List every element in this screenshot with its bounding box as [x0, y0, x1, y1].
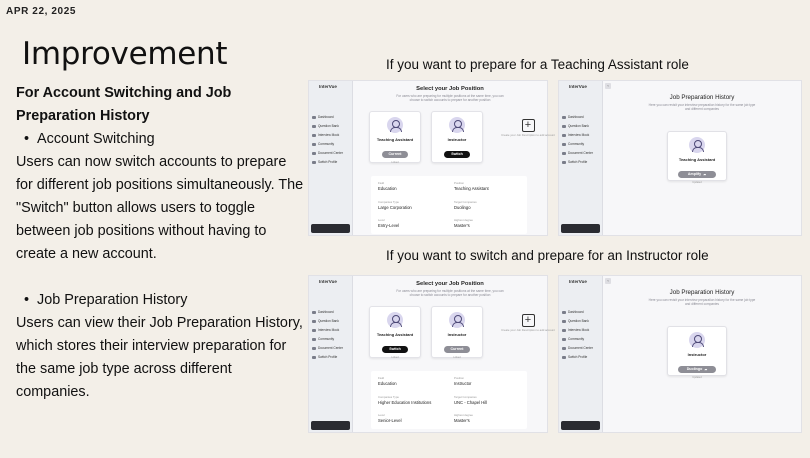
switch-profile-icon — [562, 161, 566, 164]
slide-title: Improvement — [22, 36, 228, 72]
caption-instructor: If you want to switch and prepare for an Instructor role — [386, 248, 709, 263]
dashboard-icon — [562, 311, 566, 314]
question-bank-icon — [562, 320, 566, 323]
document-icon — [562, 347, 566, 350]
value-position: Teaching Assistant — [454, 186, 489, 191]
screenshot-select-position-ta — [308, 80, 555, 236]
job-card-teaching-assistant[interactable] — [369, 111, 421, 163]
nav-item-interview-mock[interactable]: Interview Mock — [559, 131, 602, 140]
interview-mock-icon — [562, 134, 566, 137]
value-level: Entry-Level — [378, 223, 400, 228]
bullet-job-preparation-history — [16, 289, 304, 312]
avatar — [689, 137, 705, 153]
user-profile-footer[interactable] — [561, 224, 600, 233]
card-note: Linked — [391, 161, 399, 164]
label-degree: Highest degree — [454, 218, 473, 222]
dashboard-icon — [312, 311, 316, 314]
value-company-type: Higher Education Institutions — [378, 400, 432, 405]
job-info-panel — [371, 371, 527, 429]
dashboard-icon — [562, 116, 566, 119]
label-company-type: Companies Type — [378, 395, 399, 399]
switch-profile-icon — [312, 161, 316, 164]
select-desc: For users who are preparing for multiple positions at the same time, you can choose to switch accounts to prepare for another position — [396, 94, 504, 102]
app-sidebar — [559, 81, 603, 235]
job-info-panel — [371, 176, 527, 234]
label-level: Level — [378, 413, 385, 417]
nav-item-document-center[interactable]: Document Center — [309, 149, 352, 158]
nav-item-switch-profile[interactable]: Switch Profile — [309, 158, 352, 167]
user-profile-footer[interactable] — [311, 421, 350, 430]
value-degree: Master's — [454, 418, 470, 423]
document-icon — [312, 152, 316, 155]
avatar — [449, 312, 465, 328]
cloud-icon: ☁ — [704, 367, 708, 371]
nav-item-question-bank[interactable]: Question Bank — [559, 317, 602, 326]
paragraph-job-preparation-history: Users can view their Job Preparation History, which stores their interview preparation for the same job type across different companies. — [16, 315, 303, 400]
community-icon — [562, 143, 566, 146]
paragraph-account-switching: Users can now switch accounts to prepare for different job positions simultaneously. The "Switch" button allows users to toggle between job positions without having to create a new account. — [16, 154, 304, 262]
label-level: Level — [378, 218, 385, 222]
history-desc: Here you can revisit your interview preparation history for the same job type and different companies — [648, 298, 756, 306]
nav-item-document-center[interactable]: Document Center — [559, 149, 602, 158]
select-title: Select your Job Position — [416, 281, 484, 287]
plus-icon[interactable]: + — [522, 119, 535, 132]
history-card[interactable] — [667, 131, 727, 184]
nav-item-question-bank[interactable]: Question Bank — [309, 317, 352, 326]
nav-item-community[interactable]: Community — [559, 140, 602, 149]
cloud-icon: ☁ — [703, 172, 707, 176]
history-company-pill[interactable]: Amplify ☁ — [678, 171, 716, 178]
card-note: Linked — [391, 356, 399, 359]
question-bank-icon — [312, 320, 316, 323]
nav-item-dashboard[interactable]: Dashboard — [559, 113, 602, 122]
label-target-companies: Target Companies — [454, 200, 477, 204]
current-button: Current — [382, 151, 408, 158]
nav-item-switch-profile[interactable]: Switch Profile — [309, 353, 352, 362]
job-card-instructor[interactable] — [431, 111, 483, 163]
screenshot-history-ta — [558, 80, 802, 236]
slide-date: APR 22, 2025 — [6, 6, 77, 17]
label-target-companies: Target Companies — [454, 395, 477, 399]
switch-profile-icon — [312, 356, 316, 359]
nav-item-switch-profile[interactable]: Switch Profile — [559, 158, 602, 167]
add-account[interactable] — [493, 314, 563, 333]
question-bank-icon — [562, 125, 566, 128]
app-sidebar — [309, 276, 353, 432]
label-field: Field — [378, 376, 385, 380]
community-icon — [312, 338, 316, 341]
app-logo: InterVue — [319, 279, 337, 284]
nav-item-community[interactable]: Community — [309, 335, 352, 344]
nav-item-community[interactable]: Community — [309, 140, 352, 149]
history-role: Instructor — [687, 352, 707, 357]
job-card-label: Instructor — [447, 137, 467, 142]
job-card-label: Instructor — [447, 332, 467, 337]
avatar — [387, 117, 403, 133]
document-icon — [562, 152, 566, 155]
slide-subtitle: For Account Switching and Job Preparation History — [16, 85, 232, 124]
value-target-companies: UNC - Chapel Hill — [454, 400, 488, 405]
dashboard-icon — [312, 116, 316, 119]
label-field: Field — [378, 181, 385, 185]
interview-mock-icon — [312, 329, 316, 332]
nav-item-dashboard[interactable]: Dashboard — [559, 308, 602, 317]
card-note: Linked — [453, 356, 461, 359]
add-account-desc: Create your Job Description to add account — [501, 133, 555, 137]
value-position: Instructor — [454, 381, 472, 386]
nav-item-interview-mock[interactable]: Interview Mock — [309, 131, 352, 140]
value-degree: Master's — [454, 223, 470, 228]
bullet-account-switching-text: Account Switching — [37, 131, 155, 147]
label-position: Position — [454, 181, 464, 185]
history-card[interactable] — [667, 326, 727, 379]
app-logo: InterVue — [569, 84, 587, 89]
history-title: Job Preparation History — [669, 94, 735, 101]
screenshot-select-position-instructor — [308, 275, 555, 433]
interview-mock-icon — [562, 329, 566, 332]
slide-body — [16, 82, 304, 404]
app-logo: InterVue — [319, 84, 337, 89]
value-level: Senior-Level — [378, 418, 402, 423]
current-button: Current — [444, 346, 470, 353]
history-title: Job Preparation History — [669, 289, 735, 296]
avatar — [689, 332, 705, 348]
user-profile-footer[interactable] — [561, 421, 600, 430]
app-sidebar — [559, 276, 603, 432]
nav-item-dashboard[interactable]: Dashboard — [309, 308, 352, 317]
community-icon — [562, 338, 566, 341]
history-desc: Here you can revisit your interview preparation history for the same job type and different companies — [648, 103, 756, 111]
nav-item-question-bank[interactable]: Question Bank — [309, 122, 352, 131]
value-field: Education — [378, 381, 397, 386]
nav-item-interview-mock[interactable]: Interview Mock — [309, 326, 352, 335]
nav-item-question-bank[interactable]: Question Bank — [559, 122, 602, 131]
avatar — [449, 117, 465, 133]
screenshot-history-instructor — [558, 275, 802, 433]
nav-item-community[interactable]: Community — [559, 335, 602, 344]
switch-profile-icon — [562, 356, 566, 359]
history-role: Teaching Assistant — [678, 157, 716, 162]
document-icon — [312, 347, 316, 350]
history-note: Updated — [692, 376, 702, 379]
job-card-label: Teaching Assistant — [376, 332, 414, 337]
app-logo: InterVue — [569, 279, 587, 284]
job-card-teaching-assistant[interactable] — [369, 306, 421, 358]
select-desc: For users who are preparing for multiple positions at the same time, you can choose to switch accounts to prepare for another position — [396, 289, 504, 297]
collapse-sidebar-icon[interactable]: ‹ — [605, 278, 611, 284]
switch-button[interactable]: Switch — [382, 346, 408, 353]
nav-item-dashboard[interactable]: Dashboard — [309, 113, 352, 122]
plus-icon[interactable]: + — [522, 314, 535, 327]
nav-item-document-center[interactable]: Document Center — [309, 344, 352, 353]
bullet-job-preparation-history-text: Job Preparation History — [37, 292, 188, 308]
job-card-instructor[interactable] — [431, 306, 483, 358]
label-company-type: Companies Type — [378, 200, 399, 204]
user-profile-footer[interactable] — [311, 224, 350, 233]
interview-mock-icon — [312, 134, 316, 137]
caption-teaching-assistant: If you want to prepare for a Teaching Assistant role — [386, 57, 689, 72]
value-company-type: Large Corporation — [378, 205, 412, 210]
bullet-account-switching — [16, 128, 304, 151]
history-note: Updated — [692, 181, 702, 184]
question-bank-icon — [312, 125, 316, 128]
label-position: Position — [454, 376, 464, 380]
job-card-label: Teaching Assistant — [376, 137, 414, 142]
avatar — [387, 312, 403, 328]
community-icon — [312, 143, 316, 146]
nav-item-interview-mock[interactable]: Interview Mock — [559, 326, 602, 335]
switch-button[interactable]: Switch — [444, 151, 470, 158]
label-degree: Highest degree — [454, 413, 473, 417]
nav-item-document-center[interactable]: Document Center — [559, 344, 602, 353]
app-sidebar — [309, 81, 353, 235]
history-company-pill[interactable]: Duolingo ☁ — [678, 366, 716, 373]
value-field: Education — [378, 186, 397, 191]
nav-item-switch-profile[interactable]: Switch Profile — [559, 353, 602, 362]
value-target-companies: Duolingo — [454, 205, 471, 210]
select-title: Select your Job Position — [416, 86, 484, 92]
add-account[interactable] — [493, 119, 563, 138]
add-account-desc: Create your Job Description to add account — [501, 328, 555, 332]
collapse-sidebar-icon[interactable]: ‹ — [605, 83, 611, 89]
